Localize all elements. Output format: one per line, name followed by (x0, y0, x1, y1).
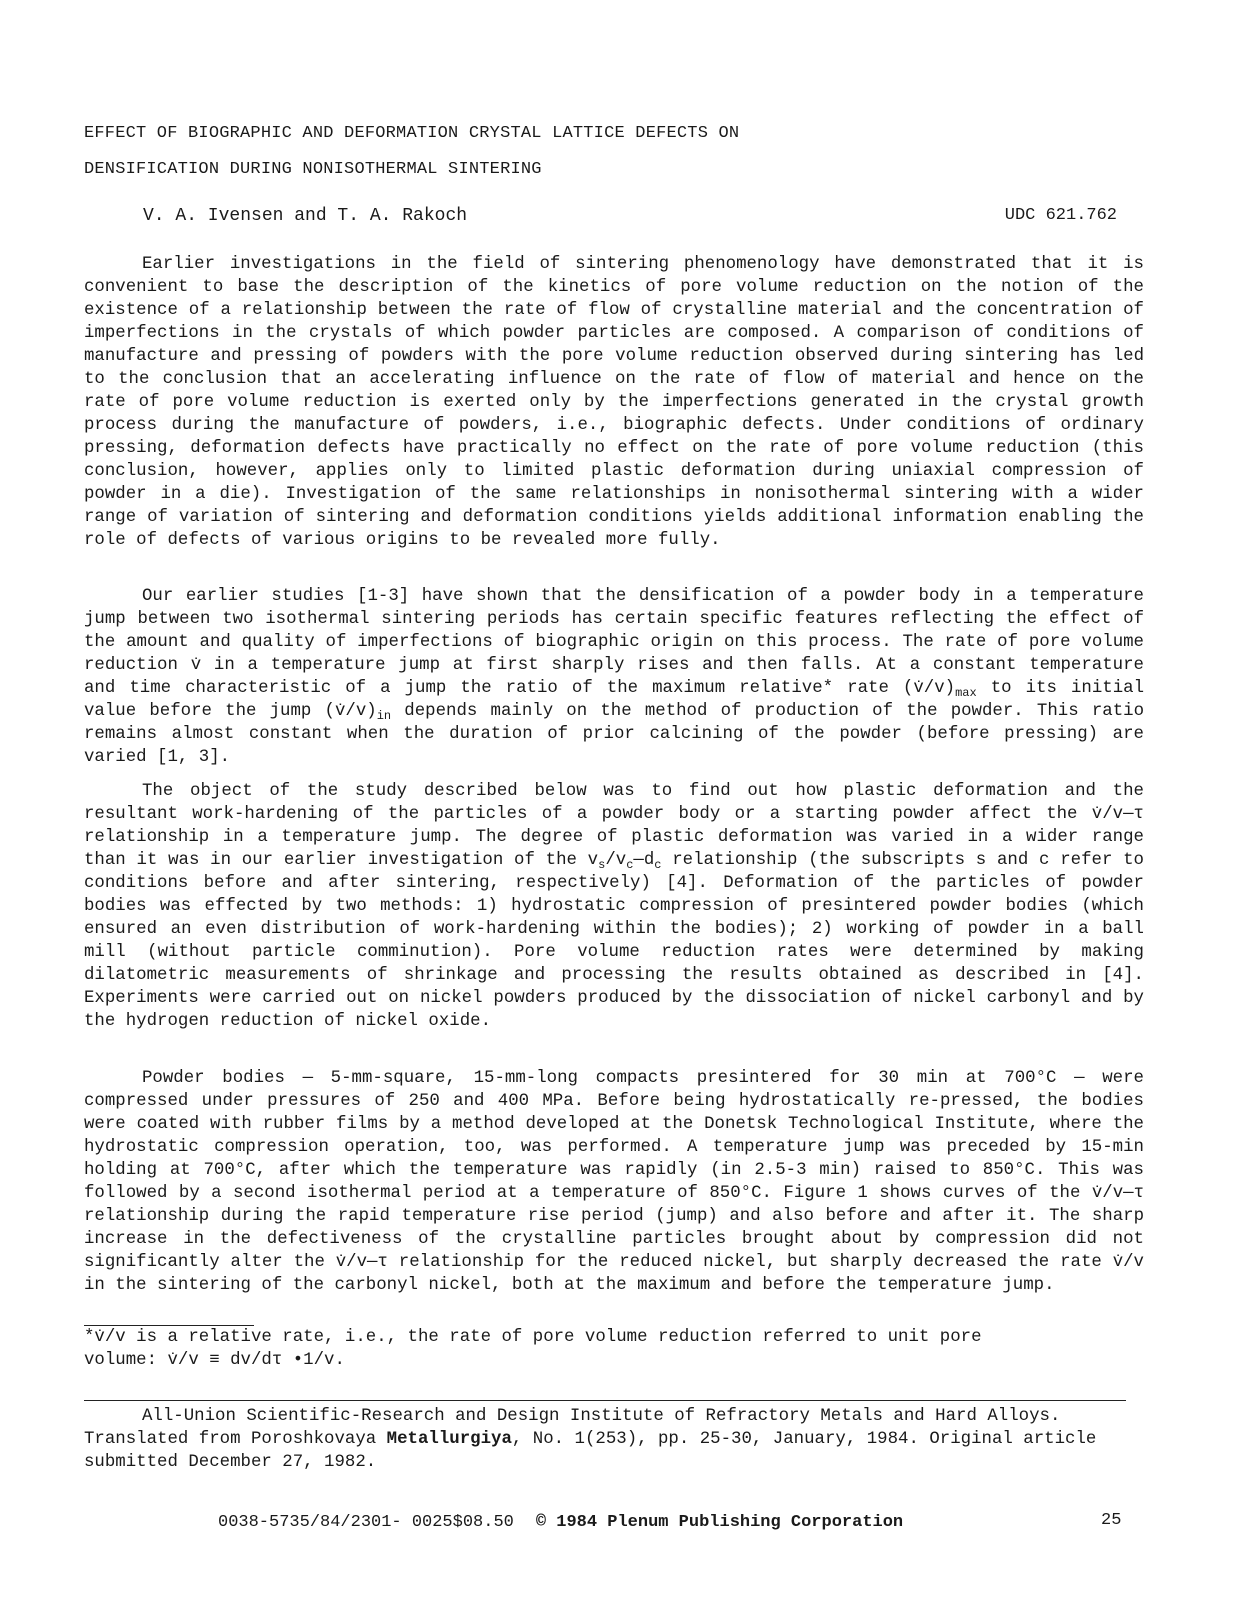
paragraph-1 (84, 253, 1144, 552)
affiliation-text-a: All-Union Scientific-Research and Design Institute of Refractory Metals and Hard Alloys. Translated from Poroshkovaya (84, 1407, 1061, 1449)
authors: V. A. Ivensen and T. A. Rakoch (143, 206, 468, 226)
subscript-c-1: c (626, 858, 634, 872)
udc-code: UDC 621.762 (1004, 206, 1117, 225)
affiliation-text-b: , No. 1(253), pp. 25-30, January, 1984. Original article submitted December 27, 1982. (84, 1430, 1097, 1472)
paragraph-2-text-c: depends mainly on the method of production of the powder. This ratio remains almost constant when the duration of prior calcining of the powder (before pressing) are varied [1, 3]. (84, 702, 1145, 767)
affiliation-note (84, 1405, 1144, 1474)
paragraph-3-text-b: /v (605, 851, 627, 870)
copyright-notice: © 1984 Plenum Publishing Corporation (535, 1513, 904, 1532)
paragraph-4 (84, 1067, 1144, 1297)
page-footer (218, 1513, 903, 1532)
journal-name: Metallurgiya (386, 1430, 512, 1449)
affiliation-divider (84, 1400, 1126, 1401)
footnote-line-1: *v̇/v is a relative rate, i.e., the rate of pore volume reduction referred to unit pore (84, 1328, 982, 1347)
footnote (84, 1326, 1144, 1372)
publication-code: 0038-5735/84/2301- 0025$08.50 (218, 1513, 514, 1532)
title-line-1: EFFECT OF BIOGRAPHIC AND DEFORMATION CRYSTAL LATTICE DEFECTS ON (84, 124, 740, 143)
paragraph-2-text-b: to its initial value before the jump (v̇/v) (84, 679, 1145, 721)
paragraph-3-text-d: relationship (the subscripts s and c refer to conditions before and after sintering, respectively) [4]. Deformation of the particles of powder bodies was effected by two methods: 1) hydrostatic compression of presintered powder bodies (which ensured an even distribution of work-hardening within the bodies); 2) working of powder in a ball mill (without particle comminution). Pore volume reduction rates were determined by making dilatometric measurements of shrinkage and processing the results obtained as described in [4]. Experiments were carried out on nickel powders produced by the dissociation of nickel carbonyl and by the hydrogen reduction of nickel oxide. (84, 851, 1144, 1031)
paragraph-3-text-c: —d (633, 851, 655, 870)
subscript-max: max (955, 686, 977, 700)
page-number: 25 (1101, 1511, 1122, 1530)
subscript-in: in (376, 709, 392, 723)
paragraph-1-text: Earlier investigations in the field of sintering phenomenology have demonstrated that it is convenient to base the description of the kinetics of pore volume reduction on the notion of the existence of a relationship between the rate of flow of crystalline material and the concentration of imperfections in the crystals of which powder particles are composed. A comparison of conditions of manufacture and pressing of powders with the pore volume reduction observed during sintering has led to the conclusion that an accelerating influence on the rate of flow of material and hence on the rate of pore volume reduction is exerted only by the imperfections generated in the crystal growth process during the manufacture of powders, i.e., biographic defects. Under conditions of ordinary pressing, deformation defects have practically no effect on the rate of pore volume reduction (this conclusion, however, applies only to limited plastic deformation during uniaxial compression of powder in a die). Investigation of the same relationships in nonisothermal sintering with a wider range of variation of sintering and deformation conditions yields additional information enabling the role of defects of various origins to be revealed more fully. (84, 255, 1144, 550)
paragraph-2-text-a: Our earlier studies [1-3] have shown that the densification of a powder body in a temperature jump between two isothermal sintering periods has certain specific features reflecting the effect of the amount and quality of imperfections of biographic origin on this process. The rate of pore volume reduction v̇ in a temperature jump at first sharply rises and then falls. At a constant temperature and time characteristic of a jump the ratio of the maximum relative* rate (v̇/v) (84, 587, 1144, 698)
paragraph-2 (84, 585, 1144, 769)
paragraph-3-text-a: The object of the study described below was to find out how plastic deformation and the resultant work-hardening of the particles of a powder body or a starting powder affect the v̇/v—τ relationship in a temperature jump. The degree of plastic deformation was varied in a wider range than it was in our earlier investigation of the v (84, 782, 1144, 870)
subscript-c-2: c (654, 858, 662, 872)
title-line-2: DENSIFICATION DURING NONISOTHERMAL SINTERING (84, 160, 542, 179)
paragraph-3 (84, 780, 1144, 1033)
subscript-s: s (598, 858, 606, 872)
footnote-line-2: volume: v̇/v ≡ dv/dτ •1/v. (84, 1351, 345, 1370)
paragraph-4-text: Powder bodies — 5-mm-square, 15-mm-long compacts presintered for 30 min at 700°C — were compressed under pressures of 250 and 400 MPa. Before being hydrostatically re-pressed, the bodies were coated with rubber films by a method developed at the Donetsk Technological Institute, where the hydrostatic compression operation, too, was performed. A temperature jump was preceded by 15-min holding at 700°C, after which the temperature was rapidly (in 2.5-3 min) raised to 850°C. This was followed by a second isothermal period at a temperature of 850°C. Figure 1 shows curves of the v̇/v—τ relationship during the rapid temperature rise period (jump) and also before and after it. The sharp increase in the defectiveness of the crystalline particles brought about by compression did not significantly alter the v̇/v—τ relationship for the reduced nickel, but sharply decreased the rate v̇/v in the sintering of the carbonyl nickel, both at the maximum and before the temperature jump. (84, 1069, 1144, 1295)
